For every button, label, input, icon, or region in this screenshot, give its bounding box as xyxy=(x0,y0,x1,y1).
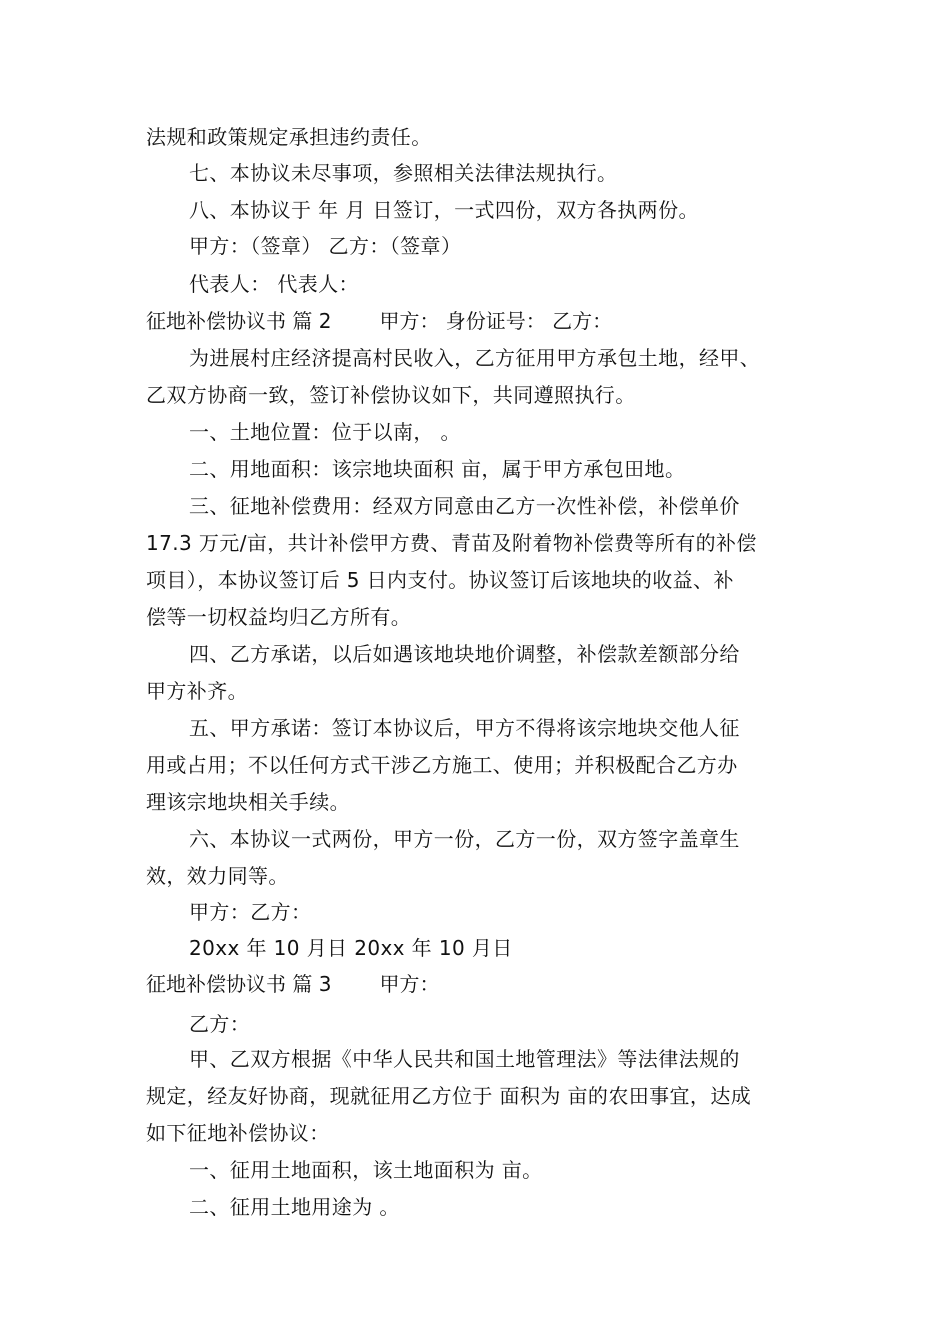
section-heading-3 xyxy=(146,971,439,997)
paragraph-line: 法规和政策规定承担违约责任。 xyxy=(146,125,432,149)
paragraph-line: 甲方补齐。 xyxy=(146,679,248,703)
paragraph-line: 理该宗地块相关手续。 xyxy=(146,790,350,814)
paragraph-line: 规定，经友好协商，现就征用乙方位于 面积为 亩的农田事宜，达成 xyxy=(146,1084,752,1108)
paragraph-line: 二、征用土地用途为 。 xyxy=(189,1195,400,1219)
section-parties: 甲方： 身份证号： 乙方： xyxy=(379,309,613,333)
section-title: 征地补偿协议书 篇 2 xyxy=(146,309,332,333)
paragraph-line: 三、征地补偿费用：经双方同意由乙方一次性补偿，补偿单价 xyxy=(189,494,740,518)
paragraph-line: 一、土地位置：位于以南， 。 xyxy=(189,420,461,444)
paragraph-line: 六、本协议一式两份，甲方一份，乙方一份，双方签字盖章生 xyxy=(189,827,740,851)
section-heading-2 xyxy=(146,308,612,334)
paragraph-line: 用或占用；不以任何方式干涉乙方施工、使用；并积极配合乙方办 xyxy=(146,753,738,777)
paragraph-line: 乙方： xyxy=(189,1012,251,1036)
paragraph-line: 20xx 年 10 月日 20xx 年 10 月日 xyxy=(189,936,513,960)
paragraph-line: 为进展村庄经济提高村民收入，乙方征用甲方承包土地，经甲、 xyxy=(189,346,761,370)
paragraph-line: 乙双方协商一致，签订补偿协议如下，共同遵照执行。 xyxy=(146,383,636,407)
section-parties: 甲方： xyxy=(379,972,440,996)
paragraph-line: 甲方：（签章） 乙方：（签章） xyxy=(189,234,462,258)
paragraph-line: 项目），本协议签订后 5 日内支付。协议签订后该地块的收益、补 xyxy=(146,568,734,592)
paragraph-line: 七、本协议未尽事项，参照相关法律法规执行。 xyxy=(189,161,618,185)
paragraph-line: 如下征地补偿协议： xyxy=(146,1121,330,1145)
paragraph-line: 五、甲方承诺：签订本协议后，甲方不得将该宗地块交他人征 xyxy=(189,716,740,740)
section-title: 征地补偿协议书 篇 3 xyxy=(146,972,332,996)
paragraph-line: 偿等一切权益均归乙方所有。 xyxy=(146,605,412,629)
paragraph-line: 效，效力同等。 xyxy=(146,864,289,888)
paragraph-line: 17.3 万元/亩，共计补偿甲方费、青苗及附着物补偿费等所有的补偿 xyxy=(146,531,757,555)
paragraph-line: 甲方：乙方： xyxy=(189,900,312,924)
paragraph-line: 八、本协议于 年 月 日签订，一式四份，双方各执两份。 xyxy=(189,198,699,222)
paragraph-line: 一、征用土地面积，该土地面积为 亩。 xyxy=(189,1158,543,1182)
paragraph-line: 四、乙方承诺，以后如遇该地块地价调整，补偿款差额部分给 xyxy=(189,642,740,666)
paragraph-line: 代表人： 代表人： xyxy=(189,272,359,296)
paragraph-line: 二、用地面积：该宗地块面积 亩，属于甲方承包田地。 xyxy=(189,457,686,481)
paragraph-line: 甲、乙双方根据《中华人民共和国土地管理法》等法律法规的 xyxy=(189,1047,740,1071)
